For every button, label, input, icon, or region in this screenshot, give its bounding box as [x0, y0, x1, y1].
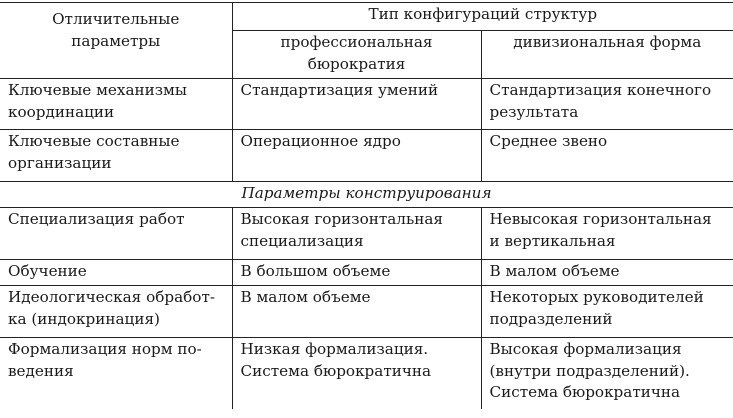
header-config-label: Тип конфигураций структур — [368, 5, 598, 23]
table-row — [0, 286, 733, 338]
cell-text: В малом объеме — [489, 262, 620, 280]
cell-text: Высокая формализация — [489, 340, 682, 358]
param-cell — [0, 208, 232, 260]
param-cell — [0, 79, 232, 130]
param-cell — [0, 260, 232, 286]
prof-cell — [232, 260, 481, 286]
table-row — [0, 338, 733, 410]
header-config-cell — [232, 3, 733, 31]
header-div-cell — [481, 31, 733, 79]
structure-comparison-table — [0, 2, 733, 409]
prof-cell — [232, 208, 481, 260]
div-cell — [481, 208, 733, 260]
cell-text: организации — [8, 153, 112, 172]
cell-text: В малом объеме — [240, 288, 371, 306]
table-row — [0, 260, 733, 286]
cell-text: Невысокая горизонтальная — [489, 210, 712, 228]
header-params-line-2: параметры — [71, 31, 161, 50]
header-prof-cell — [232, 31, 481, 79]
cell-text: Операционное ядро — [240, 132, 401, 150]
cell-text: Идеологическая обработ- — [8, 288, 215, 306]
header-prof-line-2: бюрократия — [307, 54, 406, 73]
header-row-top — [0, 3, 733, 31]
cell-text: В большом объеме — [240, 262, 391, 280]
cell-text: подразделений — [489, 309, 613, 328]
cell-text: Высокая горизонтальная — [240, 210, 443, 228]
cell-text: Специализация работ — [8, 210, 185, 228]
cell-text: Система бюрократична — [489, 383, 681, 401]
div-cell — [481, 79, 733, 130]
div-cell — [481, 338, 733, 410]
cell-text: Ключевые составные — [8, 132, 180, 150]
div-cell — [481, 130, 733, 182]
param-cell — [0, 338, 232, 410]
header-params-cell — [0, 3, 232, 79]
table-row — [0, 130, 733, 182]
cell-text: Низкая формализация. — [240, 340, 429, 358]
section-row — [0, 182, 733, 208]
header-div-label: дивизиональная форма — [513, 33, 702, 51]
div-cell — [481, 286, 733, 338]
section-title-cell — [0, 182, 733, 208]
cell-text: координации — [8, 102, 115, 121]
header-prof-line-1: профессиональная — [280, 33, 433, 51]
cell-text: Стандартизация умений — [240, 81, 439, 99]
cell-text: Ключевые механизмы — [8, 81, 187, 99]
cell-text: результата — [489, 102, 579, 121]
cell-text: Некоторых руководителей — [489, 288, 704, 306]
cell-text: ка (индокринация) — [8, 309, 160, 328]
table-row — [0, 208, 733, 260]
cell-text: Обучение — [8, 262, 87, 280]
param-cell — [0, 130, 232, 182]
cell-text: и вертикальная — [489, 231, 616, 250]
header-params-line-1: Отличительные — [52, 10, 180, 28]
cell-text: Стандартизация конечного — [489, 81, 712, 99]
cell-text: специализация — [240, 231, 364, 250]
param-cell — [0, 286, 232, 338]
section-title: Параметры конструирования — [241, 184, 492, 202]
cell-text: Система бюрократична — [240, 361, 432, 380]
prof-cell — [232, 338, 481, 410]
table-row — [0, 79, 733, 130]
cell-text: Формализация норм по- — [8, 340, 202, 358]
cell-text: ведения — [8, 361, 74, 380]
cell-text: Среднее звено — [489, 132, 608, 150]
div-cell — [481, 260, 733, 286]
prof-cell — [232, 79, 481, 130]
cell-text: (внутри подразделений). — [489, 361, 690, 380]
prof-cell — [232, 130, 481, 182]
prof-cell — [232, 286, 481, 338]
